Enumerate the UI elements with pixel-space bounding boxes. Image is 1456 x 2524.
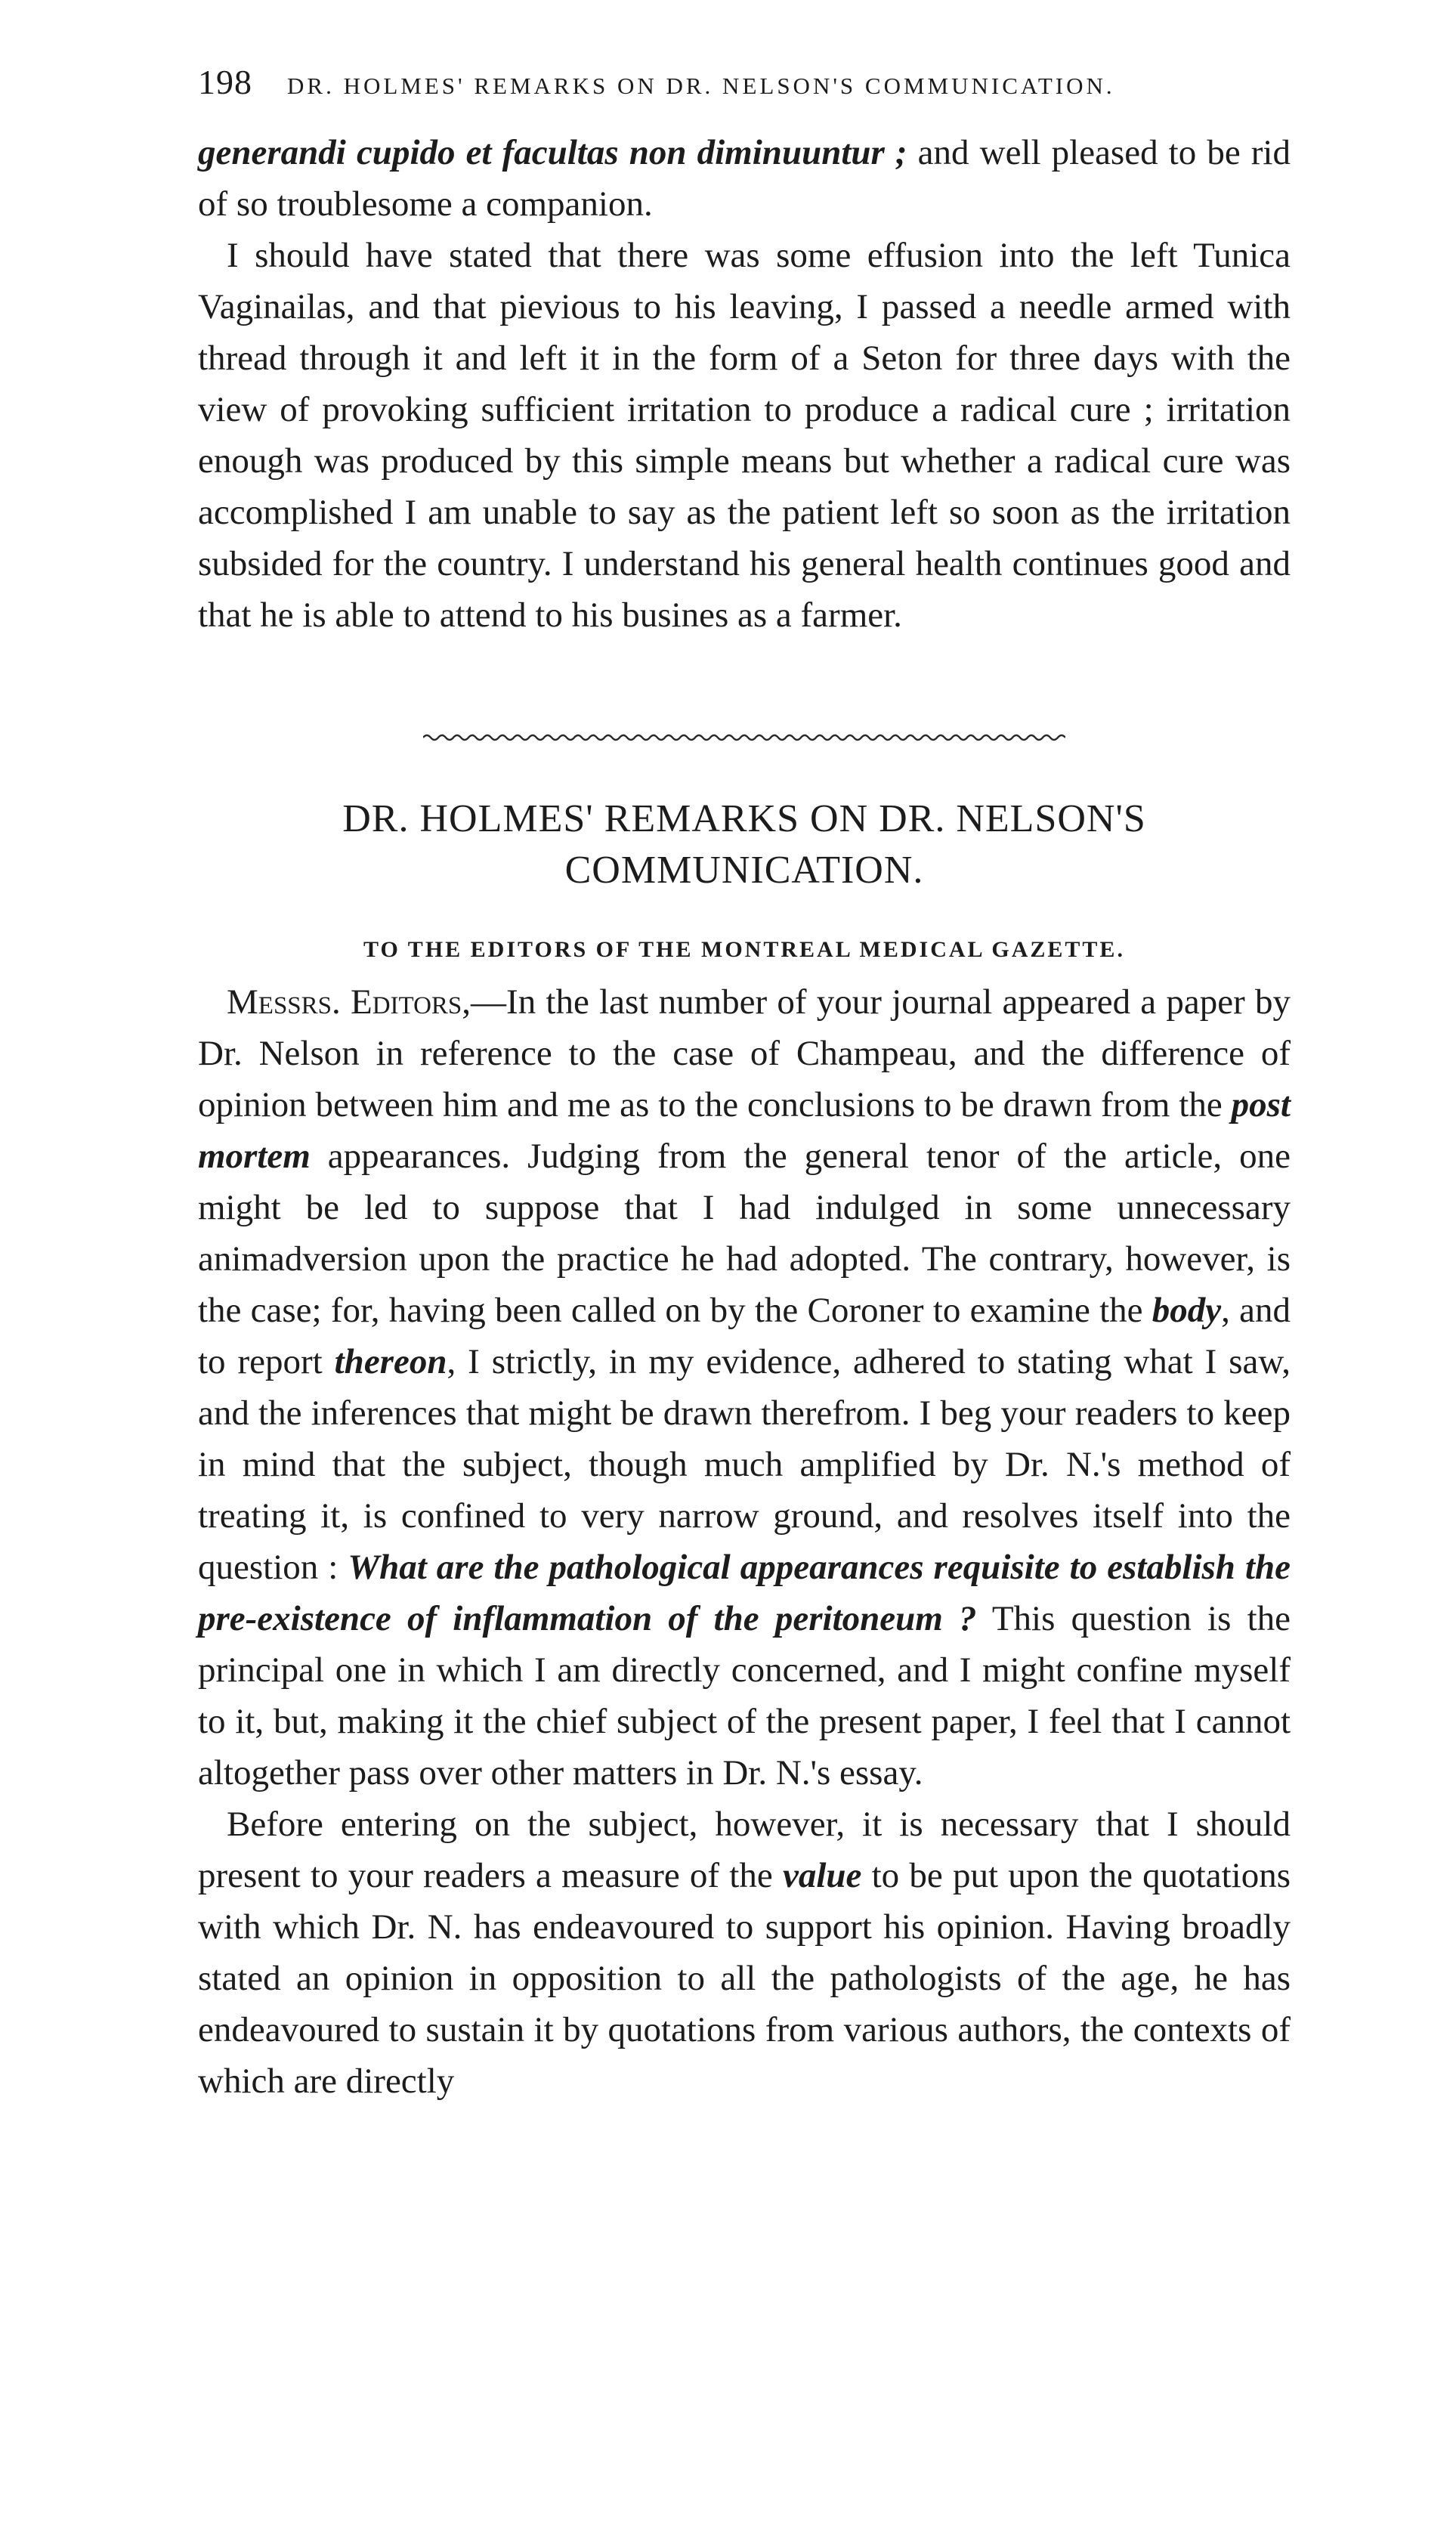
text-run: —In the last number of your journal appeared a paper by Dr. Nelson in reference to the case of Champeau, and the difference of opinion between him and me as to the conclusions to be drawn from the xyxy=(198,982,1291,1124)
running-title: DR. HOLMES' REMARKS ON DR. NELSON'S COMMUNICATION. xyxy=(287,73,1115,99)
text-run: Before entering on the subject, however, it is necessary that I should present to your readers a measure of the xyxy=(198,1805,1291,1895)
article-title: DR. HOLMES' REMARKS ON DR. NELSON'S COMMUNICATION. xyxy=(342,797,1146,892)
continuation-paragraph-2: I should have stated that there was some effusion into the left Tunica Vaginailas, and that pievious to his leaving, I passed a needle armed with thread through it and left it in the form of a Seton for three days with the view of provoking sufficient irritation to produce a radical cure ; irritation enough was produced by this simple means but whether a radical cure was accomplished I am unable to say as the patient left so soon as the irritation subsided for the country. I understand his general health continues good and that he is able to attend to his busines as a farmer. xyxy=(198,236,1291,635)
page-header xyxy=(198,62,1294,102)
text-run: , I strictly, in my evidence, adhered to stating what I saw, and the inferences that might be drawn therefrom. I beg your readers to keep in mind that the subject, though much amplified by Dr. N.'s method of treating it, is confined to very narrow ground, and resolves itself into the question : xyxy=(198,1342,1291,1587)
article-body xyxy=(198,976,1291,2107)
text-run: This question is the principal one in which I am directly concerned, and I might confine myself to it, but, making it the chief subject of the present paper, I feel that I cannot altogether pass over other matters in Dr. N.'s essay. xyxy=(198,1599,1291,1792)
salutation: Messrs. Editors, xyxy=(227,982,471,1022)
text-run: , and to report xyxy=(198,1291,1291,1381)
article-paragraph-2 xyxy=(198,1799,1291,2107)
page-number: 198 xyxy=(198,63,252,101)
article-paragraph-1 xyxy=(198,976,1291,1799)
italic-text-run: What are the pathological appearances requisite to establish the pre-existence of inflammation of the peritoneum ? xyxy=(198,1548,1291,1638)
section-divider xyxy=(423,732,1065,744)
continuation-paragraph-1 xyxy=(198,127,1291,230)
latin-phrase: generandi cupido et facultas non diminuuntur ; xyxy=(198,133,907,172)
italic-text-run: post mortem xyxy=(198,1085,1291,1176)
italic-text-run: thereon xyxy=(334,1342,447,1381)
italic-text-run: value xyxy=(782,1856,862,1895)
continuation-text xyxy=(198,127,1291,641)
article-paragraph-1-text xyxy=(198,982,1291,1792)
continuation-paragraph-1-rest: and well pleased to be rid of so troublesome a companion. xyxy=(198,133,1291,224)
italic-text-run: body xyxy=(1152,1291,1222,1330)
text-run: to be put upon the quotations with which Dr. N. has endeavoured to support his opinion. Having broadly stated an opinion in opposition to all the pathologists of the age, he has endeavoured to sustain it by quotations from various authors, the contexts of which are directly xyxy=(198,1856,1291,2101)
text-run: appearances. Judging from the general tenor of the article, one might be led to suppose that I had indulged in some unnecessary animadversion upon the practice he had adopted. The contrary, however, is the case; for, having been called on by the Coroner to examine the xyxy=(198,1137,1291,1330)
article-address: TO THE EDITORS OF THE MONTREAL MEDICAL GAZETTE. xyxy=(363,937,1125,962)
